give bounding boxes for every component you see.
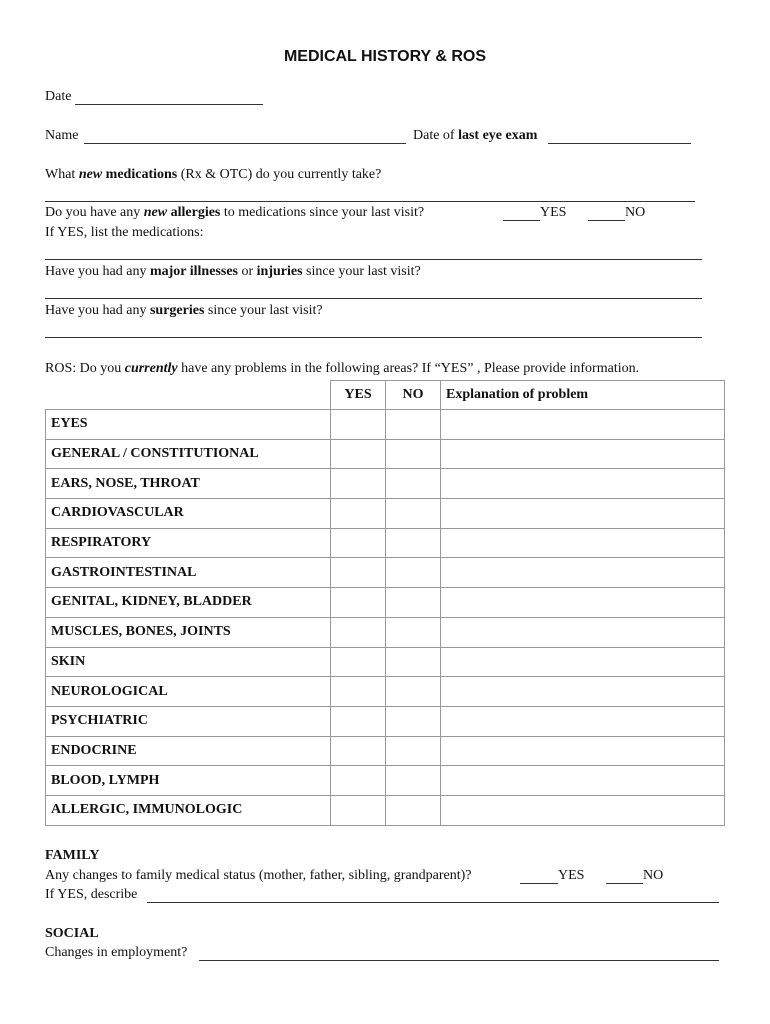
ros-no-cell[interactable] xyxy=(386,528,441,558)
ros-explanation-cell[interactable] xyxy=(441,706,725,736)
ros-explanation-cell[interactable] xyxy=(441,469,725,499)
ros-yes-cell[interactable] xyxy=(331,647,386,677)
ros-yes-cell[interactable] xyxy=(331,439,386,469)
ros-yes-cell[interactable] xyxy=(331,558,386,588)
ros-yes-cell[interactable] xyxy=(331,499,386,529)
ros-row xyxy=(46,617,725,647)
allergies-no-label: NO xyxy=(625,205,646,220)
ros-no-cell[interactable] xyxy=(386,795,441,825)
form-title: MEDICAL HISTORY & ROS xyxy=(283,48,487,65)
employment-field[interactable] xyxy=(199,960,719,961)
family-yes-blank[interactable] xyxy=(520,883,558,884)
ros-area-label: PSYCHIATRIC xyxy=(46,706,331,736)
ros-no-cell[interactable] xyxy=(386,499,441,529)
ros-area-label: ENDOCRINE xyxy=(46,736,331,766)
ros-row xyxy=(46,736,725,766)
family-no-label: NO xyxy=(643,868,664,883)
surgeries-field[interactable] xyxy=(45,337,702,338)
ros-yes-cell[interactable] xyxy=(331,410,386,440)
ros-yes-cell[interactable] xyxy=(331,766,386,796)
ros-explanation-cell[interactable] xyxy=(441,677,725,707)
ros-explanation-cell[interactable] xyxy=(441,439,725,469)
ros-row xyxy=(46,766,725,796)
surgeries-question: Have you had any surgeries since your last visit? xyxy=(45,303,323,318)
ros-row xyxy=(46,588,725,618)
ros-area-label: GASTROINTESTINAL xyxy=(46,558,331,588)
ros-explanation-cell[interactable] xyxy=(441,617,725,647)
ros-table xyxy=(45,380,725,826)
ros-yes-cell[interactable] xyxy=(331,588,386,618)
last-eye-exam-field[interactable] xyxy=(548,143,691,144)
ros-yes-cell[interactable] xyxy=(331,677,386,707)
ros-area-label: GENERAL / CONSTITUTIONAL xyxy=(46,439,331,469)
ros-yes-cell[interactable] xyxy=(331,528,386,558)
social-heading: SOCIAL xyxy=(45,926,99,941)
allergies-followup-label: If YES, list the medications: xyxy=(45,225,204,240)
employment-label: Changes in employment? xyxy=(45,945,188,960)
ros-row xyxy=(46,706,725,736)
ros-no-cell[interactable] xyxy=(386,410,441,440)
ros-area-label: NEUROLOGICAL xyxy=(46,677,331,707)
ros-row xyxy=(46,469,725,499)
ros-no-cell[interactable] xyxy=(386,617,441,647)
family-question: Any changes to family medical status (mother, father, sibling, grandparent)? xyxy=(45,868,472,883)
ros-yes-cell[interactable] xyxy=(331,469,386,499)
ros-no-cell[interactable] xyxy=(386,439,441,469)
ros-no-cell[interactable] xyxy=(386,766,441,796)
ros-explanation-cell[interactable] xyxy=(441,410,725,440)
ros-area-label: EYES xyxy=(46,410,331,440)
allergies-yes-blank[interactable] xyxy=(503,220,540,221)
ros-area-label: GENITAL, KIDNEY, BLADDER xyxy=(46,588,331,618)
ros-yes-cell[interactable] xyxy=(331,617,386,647)
ros-row xyxy=(46,795,725,825)
family-yes-label: YES xyxy=(558,868,585,883)
ros-area-label: RESPIRATORY xyxy=(46,528,331,558)
ros-explanation-cell[interactable] xyxy=(441,558,725,588)
ros-header-blank xyxy=(46,381,331,410)
ros-no-cell[interactable] xyxy=(386,558,441,588)
ros-row xyxy=(46,677,725,707)
ros-explanation-cell[interactable] xyxy=(441,766,725,796)
ros-explanation-cell[interactable] xyxy=(441,736,725,766)
ros-row xyxy=(46,558,725,588)
ros-row xyxy=(46,528,725,558)
ros-area-label: MUSCLES, BONES, JOINTS xyxy=(46,617,331,647)
date-label: Date xyxy=(45,89,72,104)
date-field[interactable] xyxy=(75,104,263,105)
family-heading: FAMILY xyxy=(45,848,100,863)
last-eye-exam-label: Date of last eye exam xyxy=(413,128,538,143)
ros-header-yes: YES xyxy=(331,381,386,410)
name-field[interactable] xyxy=(84,143,406,144)
ros-explanation-cell[interactable] xyxy=(441,795,725,825)
family-describe-field[interactable] xyxy=(147,902,719,903)
ros-row xyxy=(46,410,725,440)
ros-yes-cell[interactable] xyxy=(331,736,386,766)
ros-no-cell[interactable] xyxy=(386,469,441,499)
allergies-medications-field[interactable] xyxy=(45,259,702,260)
ros-header-row xyxy=(46,381,725,410)
ros-row xyxy=(46,647,725,677)
ros-no-cell[interactable] xyxy=(386,677,441,707)
ros-no-cell[interactable] xyxy=(386,706,441,736)
ros-no-cell[interactable] xyxy=(386,736,441,766)
ros-area-label: ALLERGIC, IMMUNOLOGIC xyxy=(46,795,331,825)
ros-intro: ROS: Do you currently have any problems in the following areas? If “YES” , Please provide information. xyxy=(45,361,640,376)
ros-explanation-cell[interactable] xyxy=(441,647,725,677)
ros-header-explanation: Explanation of problem xyxy=(441,381,725,410)
medications-field[interactable] xyxy=(45,201,695,202)
illnesses-question: Have you had any major illnesses or injuries since your last visit? xyxy=(45,264,421,279)
ros-area-label: CARDIOVASCULAR xyxy=(46,499,331,529)
name-label: Name xyxy=(45,128,79,143)
illnesses-field[interactable] xyxy=(45,298,702,299)
medications-question: What new medications (Rx & OTC) do you currently take? xyxy=(45,167,382,182)
ros-area-label: SKIN xyxy=(46,647,331,677)
ros-area-label: BLOOD, LYMPH xyxy=(46,766,331,796)
allergies-question: Do you have any new allergies to medications since your last visit? xyxy=(45,205,425,220)
allergies-yes-label: YES xyxy=(540,205,567,220)
ros-explanation-cell[interactable] xyxy=(441,499,725,529)
ros-yes-cell[interactable] xyxy=(331,706,386,736)
ros-area-label: EARS, NOSE, THROAT xyxy=(46,469,331,499)
ros-yes-cell[interactable] xyxy=(331,795,386,825)
ros-row xyxy=(46,439,725,469)
allergies-no-blank[interactable] xyxy=(588,220,625,221)
ros-no-cell[interactable] xyxy=(386,647,441,677)
ros-explanation-cell[interactable] xyxy=(441,528,725,558)
ros-no-cell[interactable] xyxy=(386,588,441,618)
ros-row xyxy=(46,499,725,529)
family-no-blank[interactable] xyxy=(606,883,643,884)
ros-header-no: NO xyxy=(386,381,441,410)
family-describe-label: If YES, describe xyxy=(45,887,138,902)
ros-explanation-cell[interactable] xyxy=(441,588,725,618)
